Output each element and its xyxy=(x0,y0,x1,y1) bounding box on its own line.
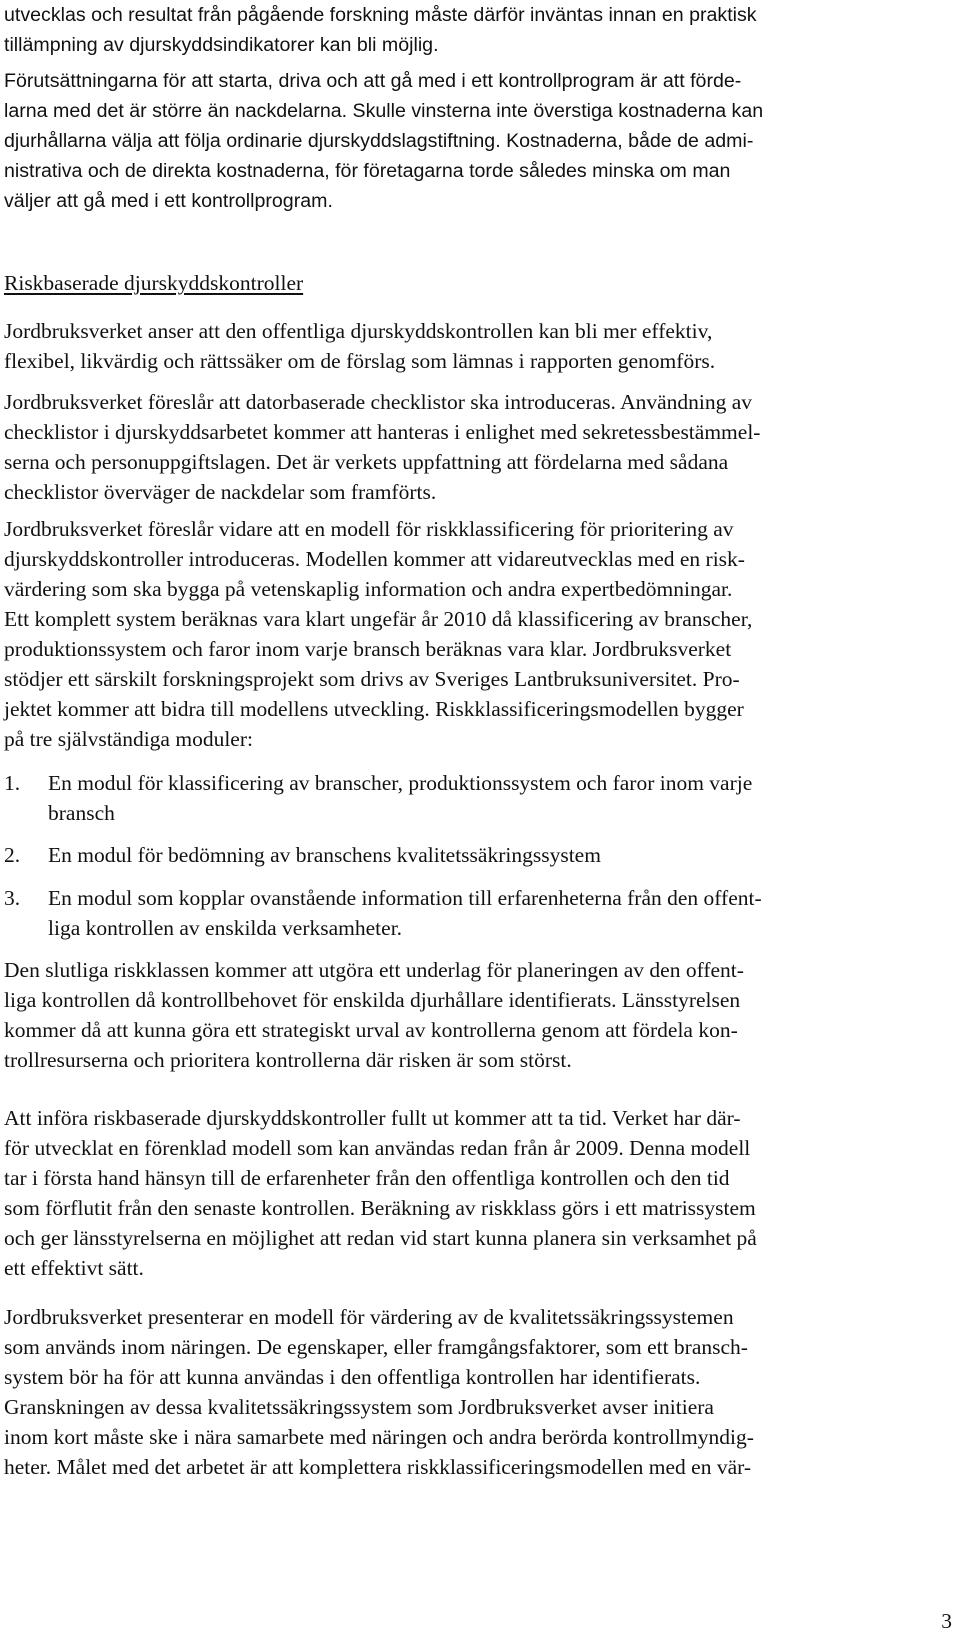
paragraph-final-risk-class xyxy=(4,955,920,1075)
text-line: flexibel, likvärdig och rättssäker om de förslag som lämnas i rapporten genomförs. xyxy=(4,349,716,373)
text-line: inom kort måste ske i nära samarbete med näringen och andra berörda kontrollmyndig- xyxy=(4,1425,754,1449)
text-line: larna med det är större än nackdelarna. Skulle vinsterna inte överstiga kostnaderna kan xyxy=(4,100,764,122)
text-line: checklistor i djurskyddsarbetet kommer att hanteras i enlighet med sekretessbestämmel- xyxy=(4,420,761,444)
paragraph-quality-systems xyxy=(4,1302,920,1482)
text-line: liga kontrollen av enskilda verksamheter. xyxy=(48,916,403,940)
list-number: 2. xyxy=(4,843,21,867)
text-line: Ett komplett system beräknas vara klart ungefär år 2010 då klassificering av branscher, xyxy=(4,607,753,631)
text-line: för utvecklat en förenklad modell som kan användas redan från år 2009. Denna modell xyxy=(4,1136,751,1160)
text-line: tillämpning av djurskyddsindikatorer kan bli möjlig. xyxy=(4,34,439,56)
text-line: nistrativa och de direkta kostnaderna, för företagarna torde således minska om man xyxy=(4,160,731,182)
text-line: utvecklas och resultat från pågående forskning måste därför inväntas innan en praktisk xyxy=(4,4,757,26)
list-item-text xyxy=(48,768,752,828)
text-line: väljer att gå med i ett kontrollprogram. xyxy=(4,190,333,212)
text-line: Att införa riskbaserade djurskyddskontroller fullt ut kommer att ta tid. Verket har där- xyxy=(4,1106,741,1130)
text-line: djurhållarna välja att följa ordinarie djurskyddslagstiftning. Kostnaderna, både de admi- xyxy=(4,130,754,152)
text-line: som förflutit från den senaste kontrollen. Beräkning av riskklass görs i ett matrissystem xyxy=(4,1196,756,1220)
text-line: ett effektivt sätt. xyxy=(4,1256,144,1280)
text-line: bransch xyxy=(48,801,115,825)
paragraph-checklists xyxy=(4,387,920,507)
text-line: trollresurserna och prioritera kontrollerna där risken är som störst. xyxy=(4,1048,572,1072)
paragraph-intro-continuation xyxy=(4,0,920,60)
text-line: på tre självständiga moduler: xyxy=(4,727,253,751)
text-line: jektet kommer att bidra till modellens utveckling. Riskklassificeringsmodellen bygger xyxy=(4,697,744,721)
list-item-text xyxy=(48,840,601,870)
text-line: produktionssystem och faror inom varje bransch beräknas vara klar. Jordbruksverket xyxy=(4,637,732,661)
text-line: system bör ha för att kunna användas i den offentliga kontrollen har identifierats. xyxy=(4,1365,701,1389)
text-line: och ger länsstyrelserna en möjlighet att redan vid start kunna planera sin verksamhet på xyxy=(4,1226,757,1250)
page-number: 3 xyxy=(941,1609,952,1633)
paragraph-risk-model xyxy=(4,514,920,754)
text-line: Jordbruksverket presenterar en modell för värdering av de kvalitetssäkringssystemen xyxy=(4,1305,734,1329)
text-line: heter. Målet med det arbetet är att komplettera riskklassificeringsmodellen med en vär- xyxy=(4,1455,752,1479)
text-line: djurskyddskontroller introduceras. Modellen kommer att vidareutvecklas med en risk- xyxy=(4,547,745,571)
text-line: Förutsättningarna för att starta, driva och att gå med i ett kontrollprogram är att förde- xyxy=(4,70,742,92)
text-line: Jordbruksverket föreslår att datorbaserade checklistor ska introduceras. Användning av xyxy=(4,390,753,414)
text-line: Granskningen av dessa kvalitetssäkringssystem som Jordbruksverket avser initiera xyxy=(4,1395,714,1419)
list-number: 1. xyxy=(4,771,21,795)
text-line: En modul som kopplar ovanstående information till erfarenheterna från den offent- xyxy=(48,886,762,910)
text-line: Den slutliga riskklassen kommer att utgöra ett underlag för planeringen av den offent- xyxy=(4,958,744,982)
list-item-text xyxy=(48,883,762,943)
paragraph-control-program xyxy=(4,66,920,216)
text-line: Jordbruksverket anser att den offentliga djurskyddskontrollen kan bli mer effektiv, xyxy=(4,319,713,343)
list-number: 3. xyxy=(4,886,21,910)
paragraph-simplified-model xyxy=(4,1103,920,1283)
text-line: serna och personuppgiftslagen. Det är verkets uppfattning att fördelarna med sådana xyxy=(4,450,729,474)
text-line: värdering som ska bygga på vetenskaplig information och andra expertbedömningar. xyxy=(4,577,733,601)
text-line: Jordbruksverket föreslår vidare att en modell för riskklassificering för prioritering av xyxy=(4,517,734,541)
text-line: liga kontrollen då kontrollbehovet för enskilda djurhållare identifierats. Länsstyrelsen xyxy=(4,988,741,1012)
text-line: tar i första hand hänsyn till de erfarenheter från den offentliga kontrollen och den tid xyxy=(4,1166,730,1190)
paragraph-agency-view xyxy=(4,316,920,376)
section-heading: Riskbaserade djurskyddskontroller xyxy=(4,271,304,295)
text-line: En modul för klassificering av branscher, produktionssystem och faror inom varje xyxy=(48,771,753,795)
text-line: som används inom näringen. De egenskaper, eller framgångsfaktorer, som ett bransch- xyxy=(4,1335,748,1359)
text-line: kommer då att kunna göra ett strategiskt urval av kontrollerna genom att fördela kon- xyxy=(4,1018,738,1042)
text-line: stödjer ett särskilt forskningsprojekt som drivs av Sveriges Lantbruksuniversitet. Pro- xyxy=(4,667,740,691)
text-line: checklistor överväger de nackdelar som framförts. xyxy=(4,480,437,504)
text-line: En modul för bedömning av branschens kvalitetssäkringssystem xyxy=(48,843,601,867)
